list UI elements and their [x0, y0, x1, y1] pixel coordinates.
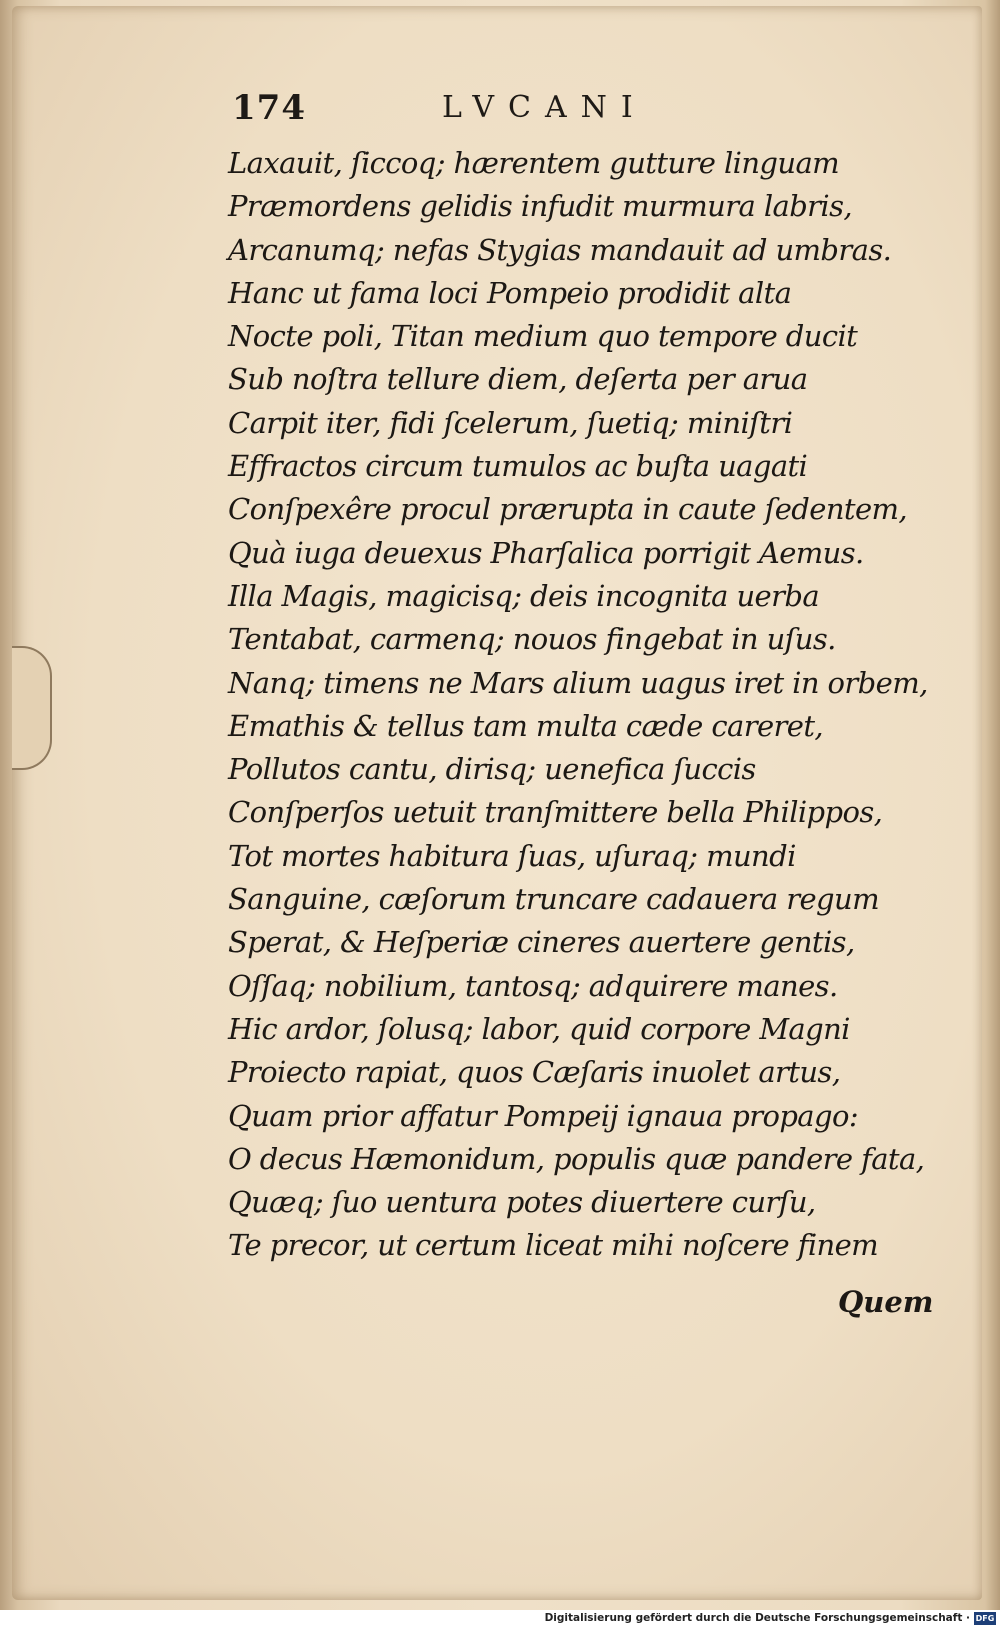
verse-line: Oſſaq; nobilium, tantosq; adquirere manes.	[228, 968, 838, 1003]
catchword: Quem	[838, 1285, 934, 1319]
funding-credit: Digitalisierung gefördert durch die Deutsche Forschungsgemeinschaft ·	[544, 1612, 970, 1624]
verse-line: Conſpexêre procul prærupta in caute ſedentem,	[228, 492, 908, 527]
verse-line: Sperat, & Heſperiæ cineres auertere gentis,	[228, 925, 855, 960]
verse-line: Sanguine, cæſorum truncare cadauera regum	[228, 882, 879, 917]
verse-line: Emathis & tellus tam multa cæde careret,	[228, 708, 824, 743]
page-header	[232, 88, 792, 138]
running-head: LVCANI	[442, 90, 647, 125]
verse-line: Tot mortes habitura ſuas, uſuraq; mundi	[228, 838, 796, 873]
verse-line: Nocte poli, Titan medium quo tempore ducit	[228, 319, 858, 354]
digitization-footer	[0, 1610, 1000, 1628]
verse-text	[228, 142, 928, 1268]
verse-line: Tentabat, carmenq; nouos fingebat in uſus.	[228, 622, 836, 657]
verse-line: Quam prior affatur Pompeij ignaua propago:	[228, 1098, 858, 1133]
verse-line: Effractos circum tumulos ac buſta uagati	[228, 449, 808, 484]
verse-line: Quà iuga deuexus Pharſalica porrigit Aemus.	[228, 535, 864, 570]
verse-line: Te precor, ut certum liceat mihi noſcere finem	[228, 1228, 879, 1263]
verse-line: Proiecto rapiat, quos Cæſaris inuolet artus,	[228, 1055, 841, 1090]
verse-line: O decus Hæmonidum, populis quæ pandere fata,	[228, 1141, 925, 1176]
verse-line: Laxauit, ſiccoq; hærentem gutture linguam	[228, 146, 840, 180]
verse-line: Arcanumq; nefas Stygias mandauit ad umbras.	[228, 232, 892, 267]
verse-line: Nanq; timens ne Mars alium uagus iret in orbem,	[228, 665, 928, 700]
page-number: 174	[232, 88, 306, 128]
verse-line: Pollutos cantu, dirisq; uenefica ſuccis	[228, 752, 756, 787]
page-edge-tab	[12, 646, 52, 770]
verse-line: Hanc ut fama loci Pompeio prodidit alta	[228, 275, 792, 310]
verse-line: Illa Magis, magicisq; deis incognita uerba	[228, 578, 820, 613]
verse-line: Sub noſtra tellure diem, deſerta per arua	[228, 362, 808, 397]
verse-line: Conſperſos uetuit tranſmittere bella Philippos,	[228, 795, 883, 830]
verse-line: Carpit iter, fidi ſcelerum, ſuetiq; miniſtri	[228, 405, 793, 440]
verse-line: Hic ardor, ſolusq; labor, quid corpore Magni	[228, 1011, 850, 1046]
verse-line: Quæq; ſuo uentura potes diuertere curſu,	[228, 1185, 816, 1220]
verse-line: Præmordens gelidis infudit murmura labris,	[228, 189, 853, 224]
dfg-logo-icon: DFG	[975, 1614, 995, 1623]
